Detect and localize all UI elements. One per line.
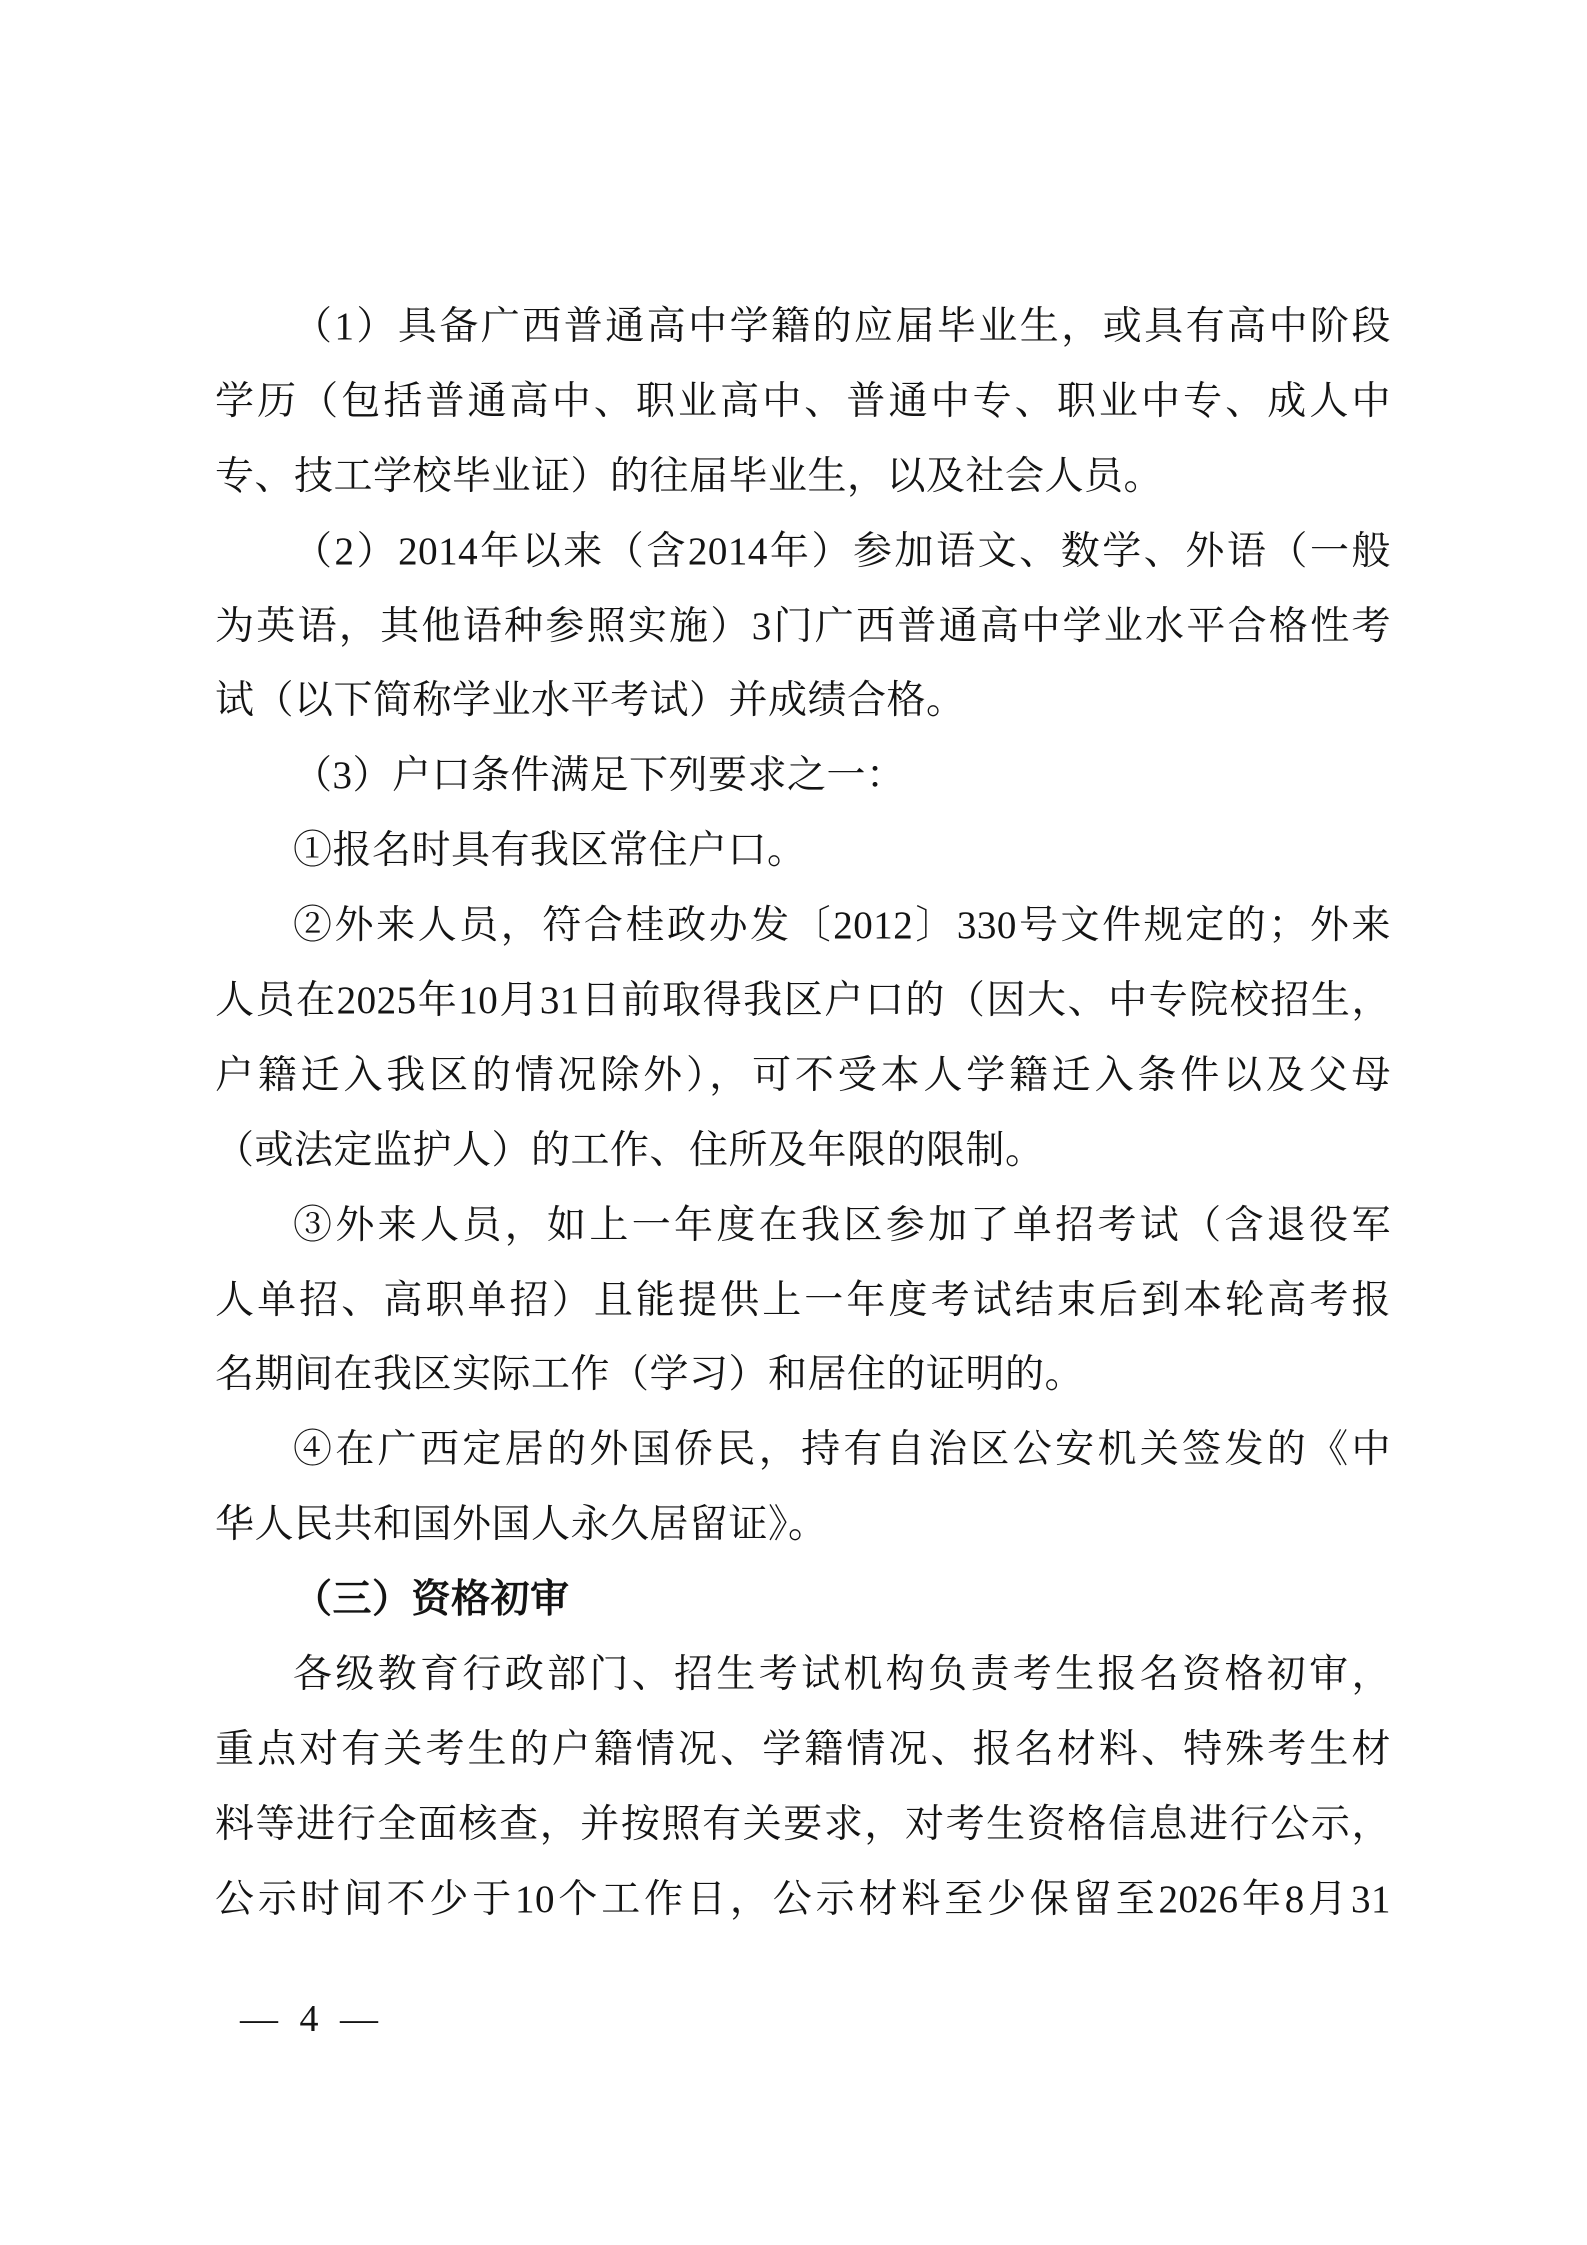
paragraph-eligibility-1 [215, 290, 1391, 515]
paragraph-hukou-item-1 [215, 814, 1391, 889]
doc-line: 学历（包括普通高中、职业高中、普通中专、职业中专、成人中 [215, 379, 1391, 423]
doc-line: 名期间在我区实际工作（学习）和居住的证明的。 [215, 1353, 1085, 1397]
doc-line: ①报名时具有我区常住户口。 [293, 829, 807, 873]
section-heading: （三）资格初审 [293, 1578, 570, 1622]
doc-line: 各级教育行政部门、招生考试机构负责考生报名资格初审， [293, 1653, 1391, 1697]
doc-line: ③外来人员，如上一年度在我区参加了单招考试（含退役军 [293, 1203, 1391, 1247]
paragraph-eligibility-2 [215, 515, 1391, 740]
paragraph-hukou-item-4 [215, 1413, 1391, 1563]
doc-line: 料等进行全面核查，并按照有关要求，对考生资格信息进行公示， [215, 1802, 1391, 1846]
doc-line: 户籍迁入我区的情况除外），可不受本人学籍迁入条件以及父母 [215, 1053, 1391, 1097]
paragraph-hukou-item-3 [215, 1189, 1391, 1414]
doc-line: 重点对有关考生的户籍情况、学籍情况、报名材料、特殊考生材 [215, 1727, 1391, 1771]
doc-line: 华人民共和国外国人永久居留证》。 [215, 1503, 828, 1547]
document-body [215, 290, 1391, 1938]
paragraph-review-process [215, 1638, 1391, 1938]
doc-line: ④在广西定居的外国侨民，持有自治区公安机关签发的《中 [293, 1428, 1391, 1472]
doc-line: （3）户口条件满足下列要求之一： [293, 754, 906, 798]
doc-line: 人员在2025年10月31日前取得我区户口的（因大、中专院校招生， [215, 979, 1391, 1023]
paragraph-eligibility-3 [215, 739, 1391, 814]
doc-line: 人单招、高职单招）且能提供上一年度考试结束后到本轮高考报 [215, 1278, 1391, 1322]
doc-line: 为英语，其他语种参照实施）3门广西普通高中学业水平合格性考 [215, 604, 1391, 648]
doc-line: （或法定监护人）的工作、住所及年限的限制。 [215, 1128, 1045, 1172]
doc-line: （2）2014年以来（含2014年）参加语文、数学、外语（一般 [293, 529, 1391, 573]
section-heading-qualification-review [215, 1563, 1391, 1638]
doc-line: 专、技工学校毕业证）的往届毕业生，以及社会人员。 [215, 454, 1164, 498]
doc-line: 试（以下简称学业水平考试）并成绩合格。 [215, 679, 966, 723]
doc-line: 公示时间不少于10个工作日，公示材料至少保留至2026年8月31 [215, 1877, 1391, 1921]
paragraph-hukou-item-2 [215, 889, 1391, 1189]
doc-line: ②外来人员，符合桂政办发〔2012〕330号文件规定的；外来 [293, 904, 1391, 948]
page-number: — 4 — [240, 1998, 384, 2040]
doc-line: （1）具备广西普通高中学籍的应届毕业生，或具有高中阶段 [293, 305, 1391, 348]
